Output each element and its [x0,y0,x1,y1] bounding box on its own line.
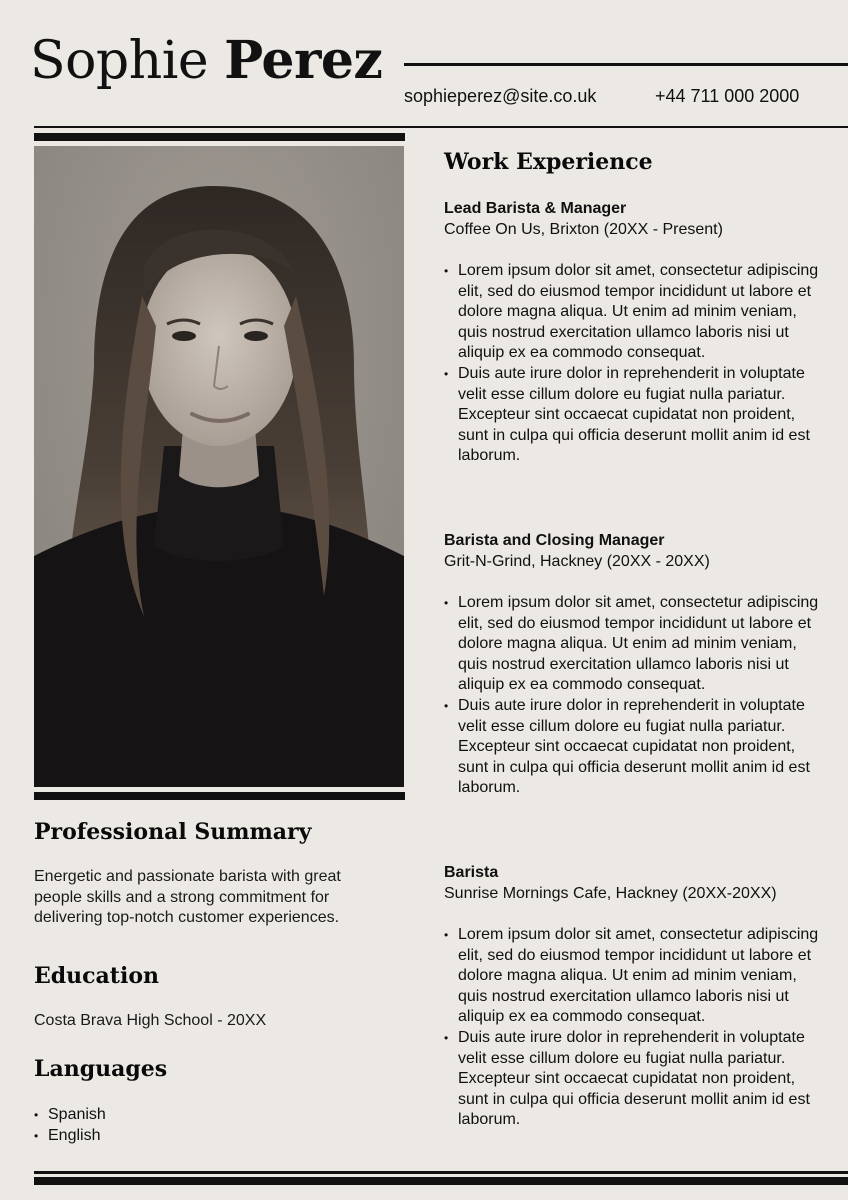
languages-heading: Languages [34,1056,168,1082]
education-text: Costa Brava High School - 20XX [34,1012,267,1029]
candidate-name [30,26,382,96]
footer-rule-thin [34,1171,848,1174]
job-bullet: • Lorem ipsum dolor sit amet, consectetur adipiscing elit, sed do eiusmod tempor incididunt ut labore et dolore magna aliqua. Ut enim ad minim veniam, quis nostrud exercitation ullamco laboris nisi ut aliquip ex ea commodo consequat. [444,593,824,696]
photo-rule-bottom [34,792,405,800]
language-item: • English [34,1126,106,1147]
portrait-photo-icon [34,146,404,787]
job-bullets [444,261,824,467]
job-title: Barista and Closing Manager [444,532,665,549]
language-item: • Spanish [34,1105,106,1126]
summary-heading: Professional Summary [34,819,312,845]
summary-text: Energetic and passionate barista with great people skills and a strong commitment for delivering top-notch customer experiences. [34,868,341,927]
phone-text: +44 711 000 2000 [655,86,800,106]
footer-rule-thick [34,1177,848,1185]
photo-rule-top [34,133,405,141]
job-bullet: • Duis aute irure dolor in reprehenderit in voluptate velit esse cillum dolore eu fugiat nulla pariatur. Excepteur sint occaecat cupidatat non proident, sunt in culpa qui officia deserunt mollit anim id est laborum. [444,364,824,467]
job-bullets [444,925,824,1131]
job-bullet: • Lorem ipsum dolor sit amet, consectetur adipiscing elit, sed do eiusmod tempor incididunt ut labore et dolore magna aliqua. Ut enim ad minim veniam, quis nostrud exercitation ullamco laboris nisi ut aliquip ex ea commodo consequat. [444,925,824,1028]
last-name: Perez [224,30,383,91]
job-employer: Grit-N-Grind, Hackney (20XX - 20XX) [444,553,710,570]
job-bullet: • Lorem ipsum dolor sit amet, consectetur adipiscing elit, sed do eiusmod tempor incididunt ut labore et dolore magna aliqua. Ut enim ad minim veniam, quis nostrud exercitation ullamco laboris nisi ut aliquip ex ea commodo consequat. [444,261,824,364]
job-employer: Coffee On Us, Brixton (20XX - Present) [444,221,723,238]
job-entry [444,198,824,467]
job-bullet: • Duis aute irure dolor in reprehenderit in voluptate velit esse cillum dolore eu fugiat nulla pariatur. Excepteur sint occaecat cupidatat non proident, sunt in culpa qui officia deserunt mollit anim id est laborum. [444,1028,824,1131]
work-experience-heading: Work Experience [444,149,653,175]
job-entry [444,862,824,1131]
job-title: Lead Barista & Manager [444,200,627,217]
job-entry [444,530,824,799]
header-rule-bottom [34,126,848,128]
job-bullets [444,593,824,799]
job-title: Barista [444,864,499,881]
email-text: sophieperez@site.co.uk [404,86,597,106]
job-bullet: • Duis aute irure dolor in reprehenderit in voluptate velit esse cillum dolore eu fugiat nulla pariatur. Excepteur sint occaecat cupidatat non proident, sunt in culpa qui officia deserunt mollit anim id est laborum. [444,696,824,799]
profile-photo [34,146,404,787]
job-employer: Sunrise Mornings Cafe, Hackney (20XX-20XX) [444,885,777,902]
first-name: Sophie [30,31,209,91]
languages-list [34,1105,106,1146]
education-heading: Education [34,963,159,989]
header-rule-top [404,63,848,66]
